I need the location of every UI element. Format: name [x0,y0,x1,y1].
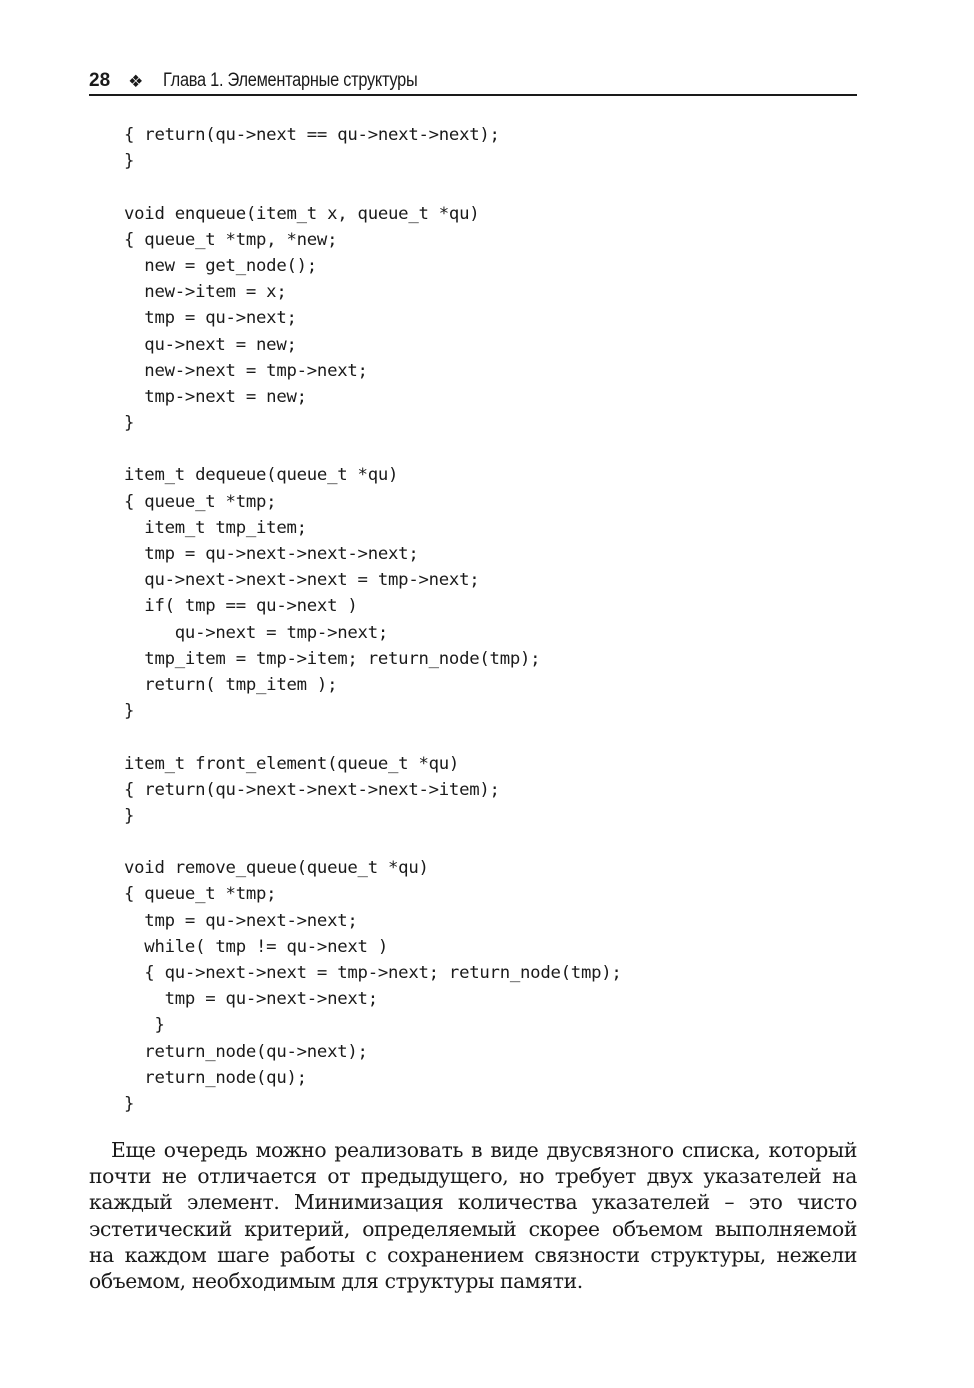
code-line [124,724,622,750]
code-line: tmp = qu->next->next; [124,910,358,931]
code-line: void remove_queue(queue_t *qu) [124,858,429,879]
code-line: { return(qu->next == qu->next->next); [124,125,500,145]
ornament-icon: ❖ [128,72,144,91]
code-line: { qu->next->next = tmp->next; return_node(tmp); [124,963,622,983]
code-line: tmp_item = tmp->item; return_node(tmp); [124,648,541,669]
code-line: new->item = x; [124,282,287,303]
page-number: 28 [89,70,111,91]
code-line: item_t dequeue(queue_t *qu) [124,465,399,486]
code-line: if( tmp == qu->next ) [124,596,358,617]
code-line [124,436,622,462]
code-line: qu->next = new; [124,334,297,355]
code-line: return( tmp_item ); [124,674,338,695]
code-line: qu->next->next->next = tmp->next; [124,570,480,591]
code-line: return_node(qu); [124,1067,307,1088]
code-line: } [124,1015,165,1036]
code-line: new->next = tmp->next; [124,360,368,381]
code-line: { queue_t *tmp; [124,491,277,512]
code-line: while( tmp != qu->next ) [124,936,389,957]
code-line [124,829,622,855]
code-line: tmp = qu->next->next; [124,989,378,1010]
code-line: } [124,151,135,172]
code-line: tmp = qu->next; [124,308,297,329]
running-head [89,66,857,96]
code-line: new = get_node(); [124,255,317,276]
code-line: } [124,805,135,826]
code-line: void enqueue(item_t x, queue_t *qu) [124,203,480,224]
code-line: { queue_t *tmp; [124,884,277,905]
code-line: return_node(qu->next); [124,1041,368,1062]
code-line: item_t front_element(queue_t *qu) [124,753,460,774]
code-line: tmp->next = new; [124,386,307,407]
code-line: } [124,1093,135,1114]
code-listing [124,122,622,1117]
code-line: item_t tmp_item; [124,517,307,538]
body-paragraph: Еще очередь можно реализовать в виде двусвязного списка, который почти не отличается от предыдущего, но требует двух указателей на каждый элемент. Минимизация количества указателей – это чисто эстетический критерий, определяемый скорее объемом выполняемой на каждом шаге работы с сохранением связности структуры, нежели объемом, необходимым для структуры памяти. [89,1138,857,1294]
code-line: { queue_t *tmp, *new; [124,229,338,250]
code-line: } [124,413,135,434]
code-line [124,174,622,200]
chapter-title: Глава 1. Элементарные структуры [163,70,418,91]
code-line: { return(qu->next->next->next->item); [124,779,500,800]
code-line: tmp = qu->next->next->next; [124,544,419,564]
code-line: qu->next = tmp->next; [124,622,389,643]
code-line: } [124,701,135,722]
